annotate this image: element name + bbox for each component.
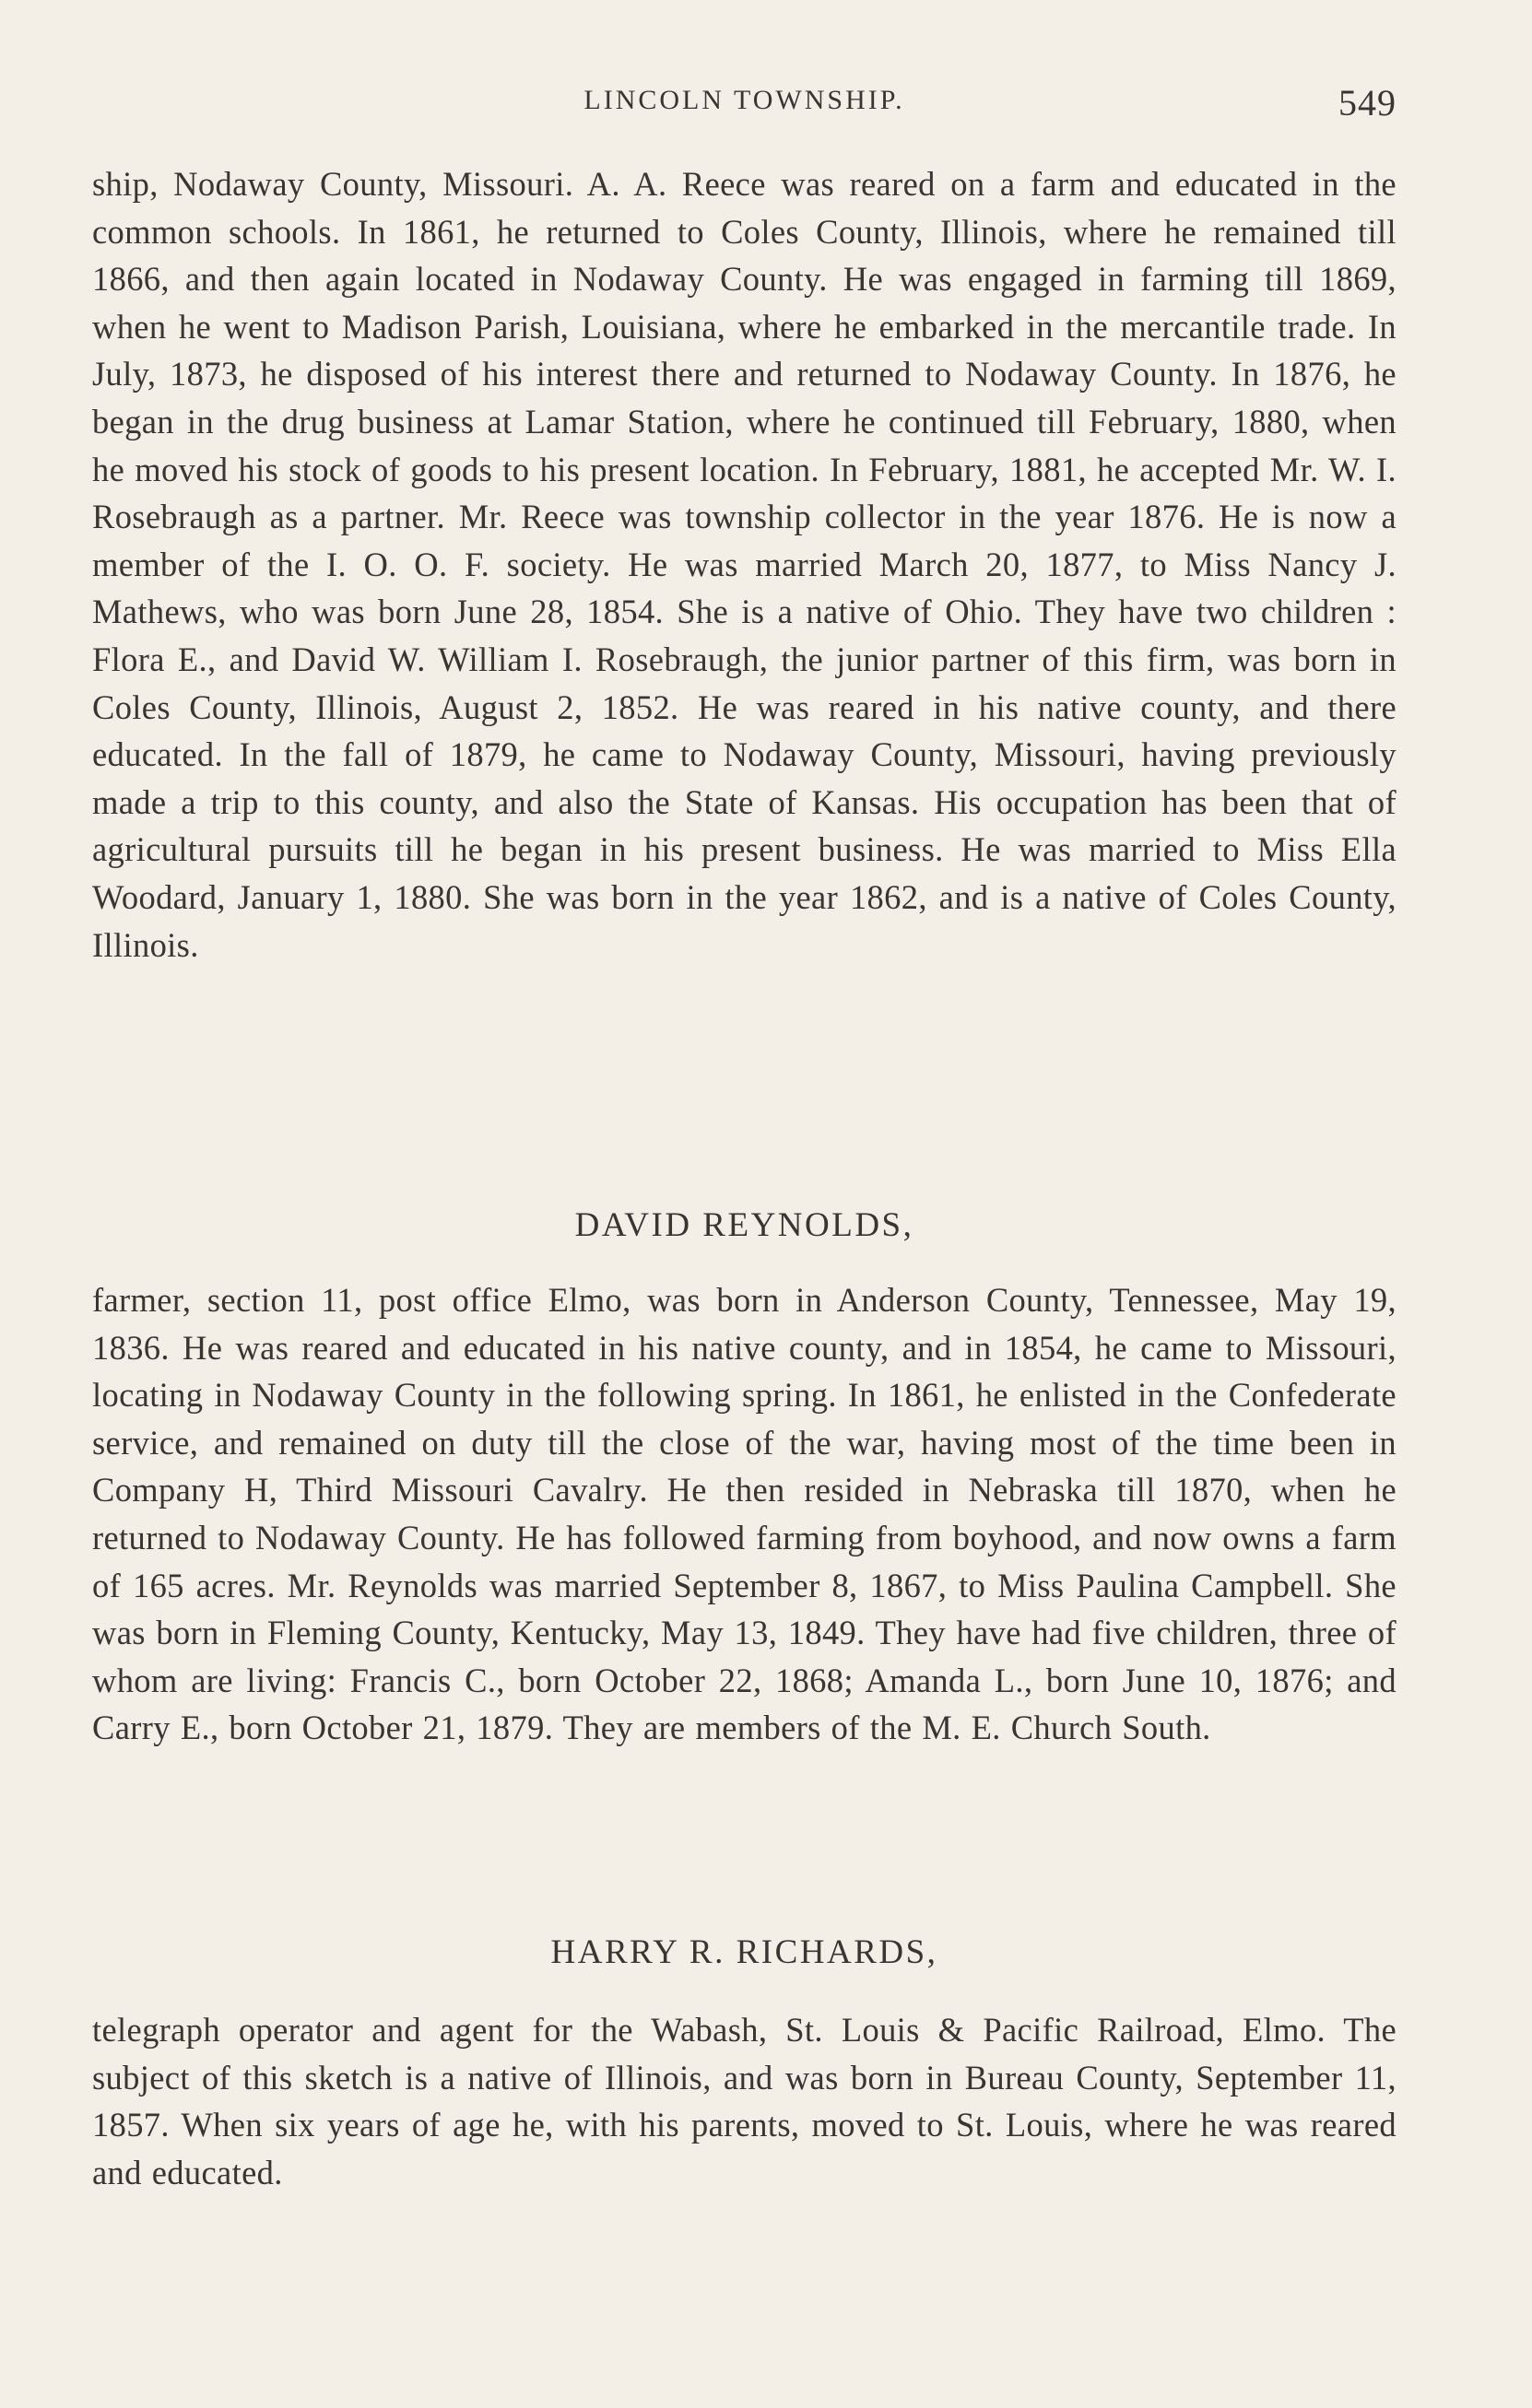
section-heading-david-reynolds: DAVID REYNOLDS, xyxy=(574,1206,914,1244)
running-head xyxy=(92,81,1396,127)
page-number: 549 xyxy=(1338,82,1396,123)
section-heading-harry-richards: HARRY R. RICHARDS, xyxy=(550,1933,938,1971)
biography-paragraph-david-reynolds: farmer, section 11, post office Elmo, was born in Anderson County, Tennessee, May 19, 1836. He was reared and educated in his native county, and in 1854, he came to Missouri, locating in Nodaway County in the following spring. In 1861, he enlisted in the Confederate service, and remained on duty till the close of the war, having most of the time been in Company H, Third Missouri Cavalry. He then resided in Nebraska till 1870, when he returned to Nodaway County. He has followed farming from boyhood, and now owns a farm of 165 acres. Mr. Reynolds was married September 8, 1867, to Miss Paulina Campbell. She was born in Fleming County, Kentucky, May 13, 1849. They have had five children, three of whom are living: Francis C., born October 22, 1868; Amanda L., born June 10, 1876; and Carry E., born October 21, 1879. They are members of the M. E. Church South. xyxy=(92,1281,1396,1747)
biography-paragraph-harry-richards: telegraph operator and agent for the Wabash, St. Louis & Pacific Railroad, Elmo. The subject of this sketch is a native of Illinois, and was born in Bureau County, September 11, 1857. When six years of age he, with his parents, moved to St. Louis, where he was reared and educated. xyxy=(92,2011,1396,2191)
running-title: LINCOLN TOWNSHIP. xyxy=(583,85,905,115)
continued-biography-paragraph: ship, Nodaway County, Missouri. A. A. Reece was reared on a farm and educated in the common schools. In 1861, he returned to Coles County, Illinois, where he remained till 1866, and then again located in Nodaway County. He was engaged in farming till 1869, when he went to Madison Parish, Louisiana, where he embarked in the mercantile trade. In July, 1873, he disposed of his interest there and returned to Nodaway County. In 1876, he began in the drug business at Lamar Station, where he continued till February, 1880, when he moved his stock of goods to his present location. In February, 1881, he accepted Mr. W. I. Rosebraugh as a partner. Mr. Reece was township collector in the year 1876. He is now a member of the I. O. O. F. society. He was married March 20, 1877, to Miss Nancy J. Mathews, who was born June 28, 1854. She is a native of Ohio. They have two children : Flora E., and David W. William I. Rosebraugh, the junior partner of this firm, was born in Coles County, Illinois, August 2, 1852. He was reared in his native county, and there educated. In the fall of 1879, he came to Nodaway County, Missouri, having previously made a trip to this county, and also the State of Kansas. His occupation has been that of agricultural pursuits till he began in his present business. He was married to Miss Ella Woodard, January 1, 1880. She was born in the year 1862, and is a native of Coles County, Illinois. xyxy=(92,165,1396,964)
